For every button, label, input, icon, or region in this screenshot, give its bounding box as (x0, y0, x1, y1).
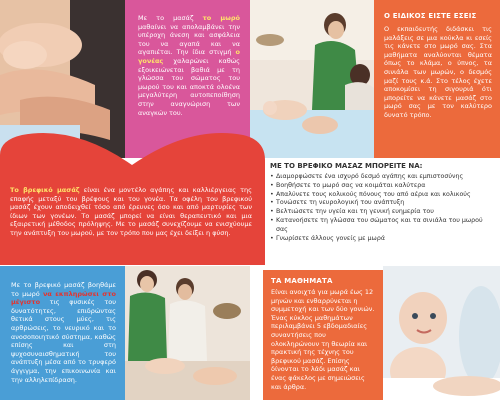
photo-mothers-with-babies (250, 0, 374, 158)
photo-massage-class (125, 266, 250, 400)
list-item: • Κατανοήσετε τη γλώσσα του σώματος και τα σινιάλα του μωρού σας (270, 217, 496, 235)
benefits-section (270, 162, 496, 243)
benefits-heading: ΜΕ ΤΟ ΒΡΕΦΙΚΟ ΜΑΣΑΖ ΜΠΟΡΕΙΤΕ ΝΑ: (270, 162, 423, 170)
expert-heading: Ο ΕΙΔΙΚΟΣ ΕΙΣΤΕ ΕΣΕΙΣ (384, 12, 477, 20)
orange-lessons-panel (263, 270, 383, 400)
blue-panel-text: Με το βρεφικό μασάζ βοηθάμε το μωρό να εκπληρώσει στο μέγιστο τις φυσικές του δυνατότητες, επιδρώντας θετικά στους μύες, τις αρθρώσεις, το νευρικό και το ανοσοποιητικό σύστημα, καθώς επίσης και στη ψυχοσυναισθηματική του ανάπτυξη μέσα από το τρυφερό άγγιγμα, την επικοινωνία και την αλληλεπίδραση. (11, 281, 116, 384)
benefits-list (270, 173, 496, 243)
red-heart-panel (10, 186, 252, 238)
blue-text-panel (0, 266, 125, 400)
heart-panel-text: Το βρεφικό μασάζ είναι ένα μοντέλο αγάπης και καλλιέργειας της επαφής μεταξύ του βρέφους και του γονέα. Τα οφέλη του βρεφικού μασάζ έχουν αποδειχθεί τόσο από έρευνες όσο και από μαρτυρίες των ίδιων των γονέων. Το μασάζ μπορεί να είναι θεραπευτικό και μια εξαιρετική μέθοδος πρόληψης. Με το μασάζ συνεχίζουμε να ενισχύουμε την ανάπτυξη του μωρού, με τον τρόπο που μας έχει δείξει η φύση. (10, 186, 252, 237)
orange-expert-panel (374, 0, 500, 158)
list-item: • Βελτιώσετε την υγεία και τη γενική ευημερία του (270, 208, 496, 217)
list-item: • Διαμορφώσετε ένα ισχυρό δεσμό αγάπης και εμπιστοσύνης (270, 173, 496, 182)
photo-baby (383, 266, 500, 400)
lessons-text: Είναι ανοιχτά για μωρά έως 12 μηνών και ενθαρρύνεται η συμμετοχή και των δύο γονιών. Ένας κύκλος μαθημάτων περιλαμβάνει 5 εβδομαδιαίες συναντήσεις που ολοκληρώνουν τη θεωρία και πρακτική της τέχνης του βρεφικού μασάζ. Επίσης δίνονται το λάδι μασάζ και ένας φάκελος με σημειώσεις και άρθρα. (271, 288, 375, 391)
pink-panel-text: Με το μασάζ το μωρό μαθαίνει να απολαμβάνει την υπέροχη άνεση και ασφάλεια του να αγαπά και να αγαπιέται. Την ίδια στιγμή ο γονέας χαλαρώνει καθώς εξοικειώνεται βαθιά με τη γλώσσα του σώματος του μωρού του και αποκτά ολοένα μεγαλύτερη αυτοπεποίθηση στην αναγνώριση των αναγκών του. (138, 14, 240, 117)
list-item: • Γνωρίσετε άλλους γονείς με μωρά (270, 235, 496, 244)
list-item: • Απαλύνετε τους κολικούς πόνους του από αέρια και κολικούς (270, 191, 496, 200)
expert-text: Ο εκπαιδευτής διδάσκει τις μαλάξεις σε μια κούκλα κι εσείς τις κάνετε στο μωρό σας. Στα μαθήματα αναλύονται θέματα όπως το κλάμα, ο ύπνος, τα σινιάλα των μωρών, ο δεσμός μαζί τους κ.ά. Στο τέλος έχετε αποκομίσει τη σιγουριά ότι μπορείτε να κάνετε μασάζ στο μωρό σας με τον καλύτερο δυνατό τρόπο. (384, 25, 492, 119)
massage-class-illustration (125, 266, 250, 400)
list-item: • Τονώσετε τη νευρολογική του ανάπτυξη (270, 199, 496, 208)
mothers-illustration (250, 0, 374, 158)
list-item: • Βοηθήσετε το μωρό σας να κοιμάται καλύτερα (270, 182, 496, 191)
lessons-heading: ΤΑ ΜΑΘΗΜΑΤΑ (271, 277, 333, 285)
baby-illustration (383, 266, 500, 400)
